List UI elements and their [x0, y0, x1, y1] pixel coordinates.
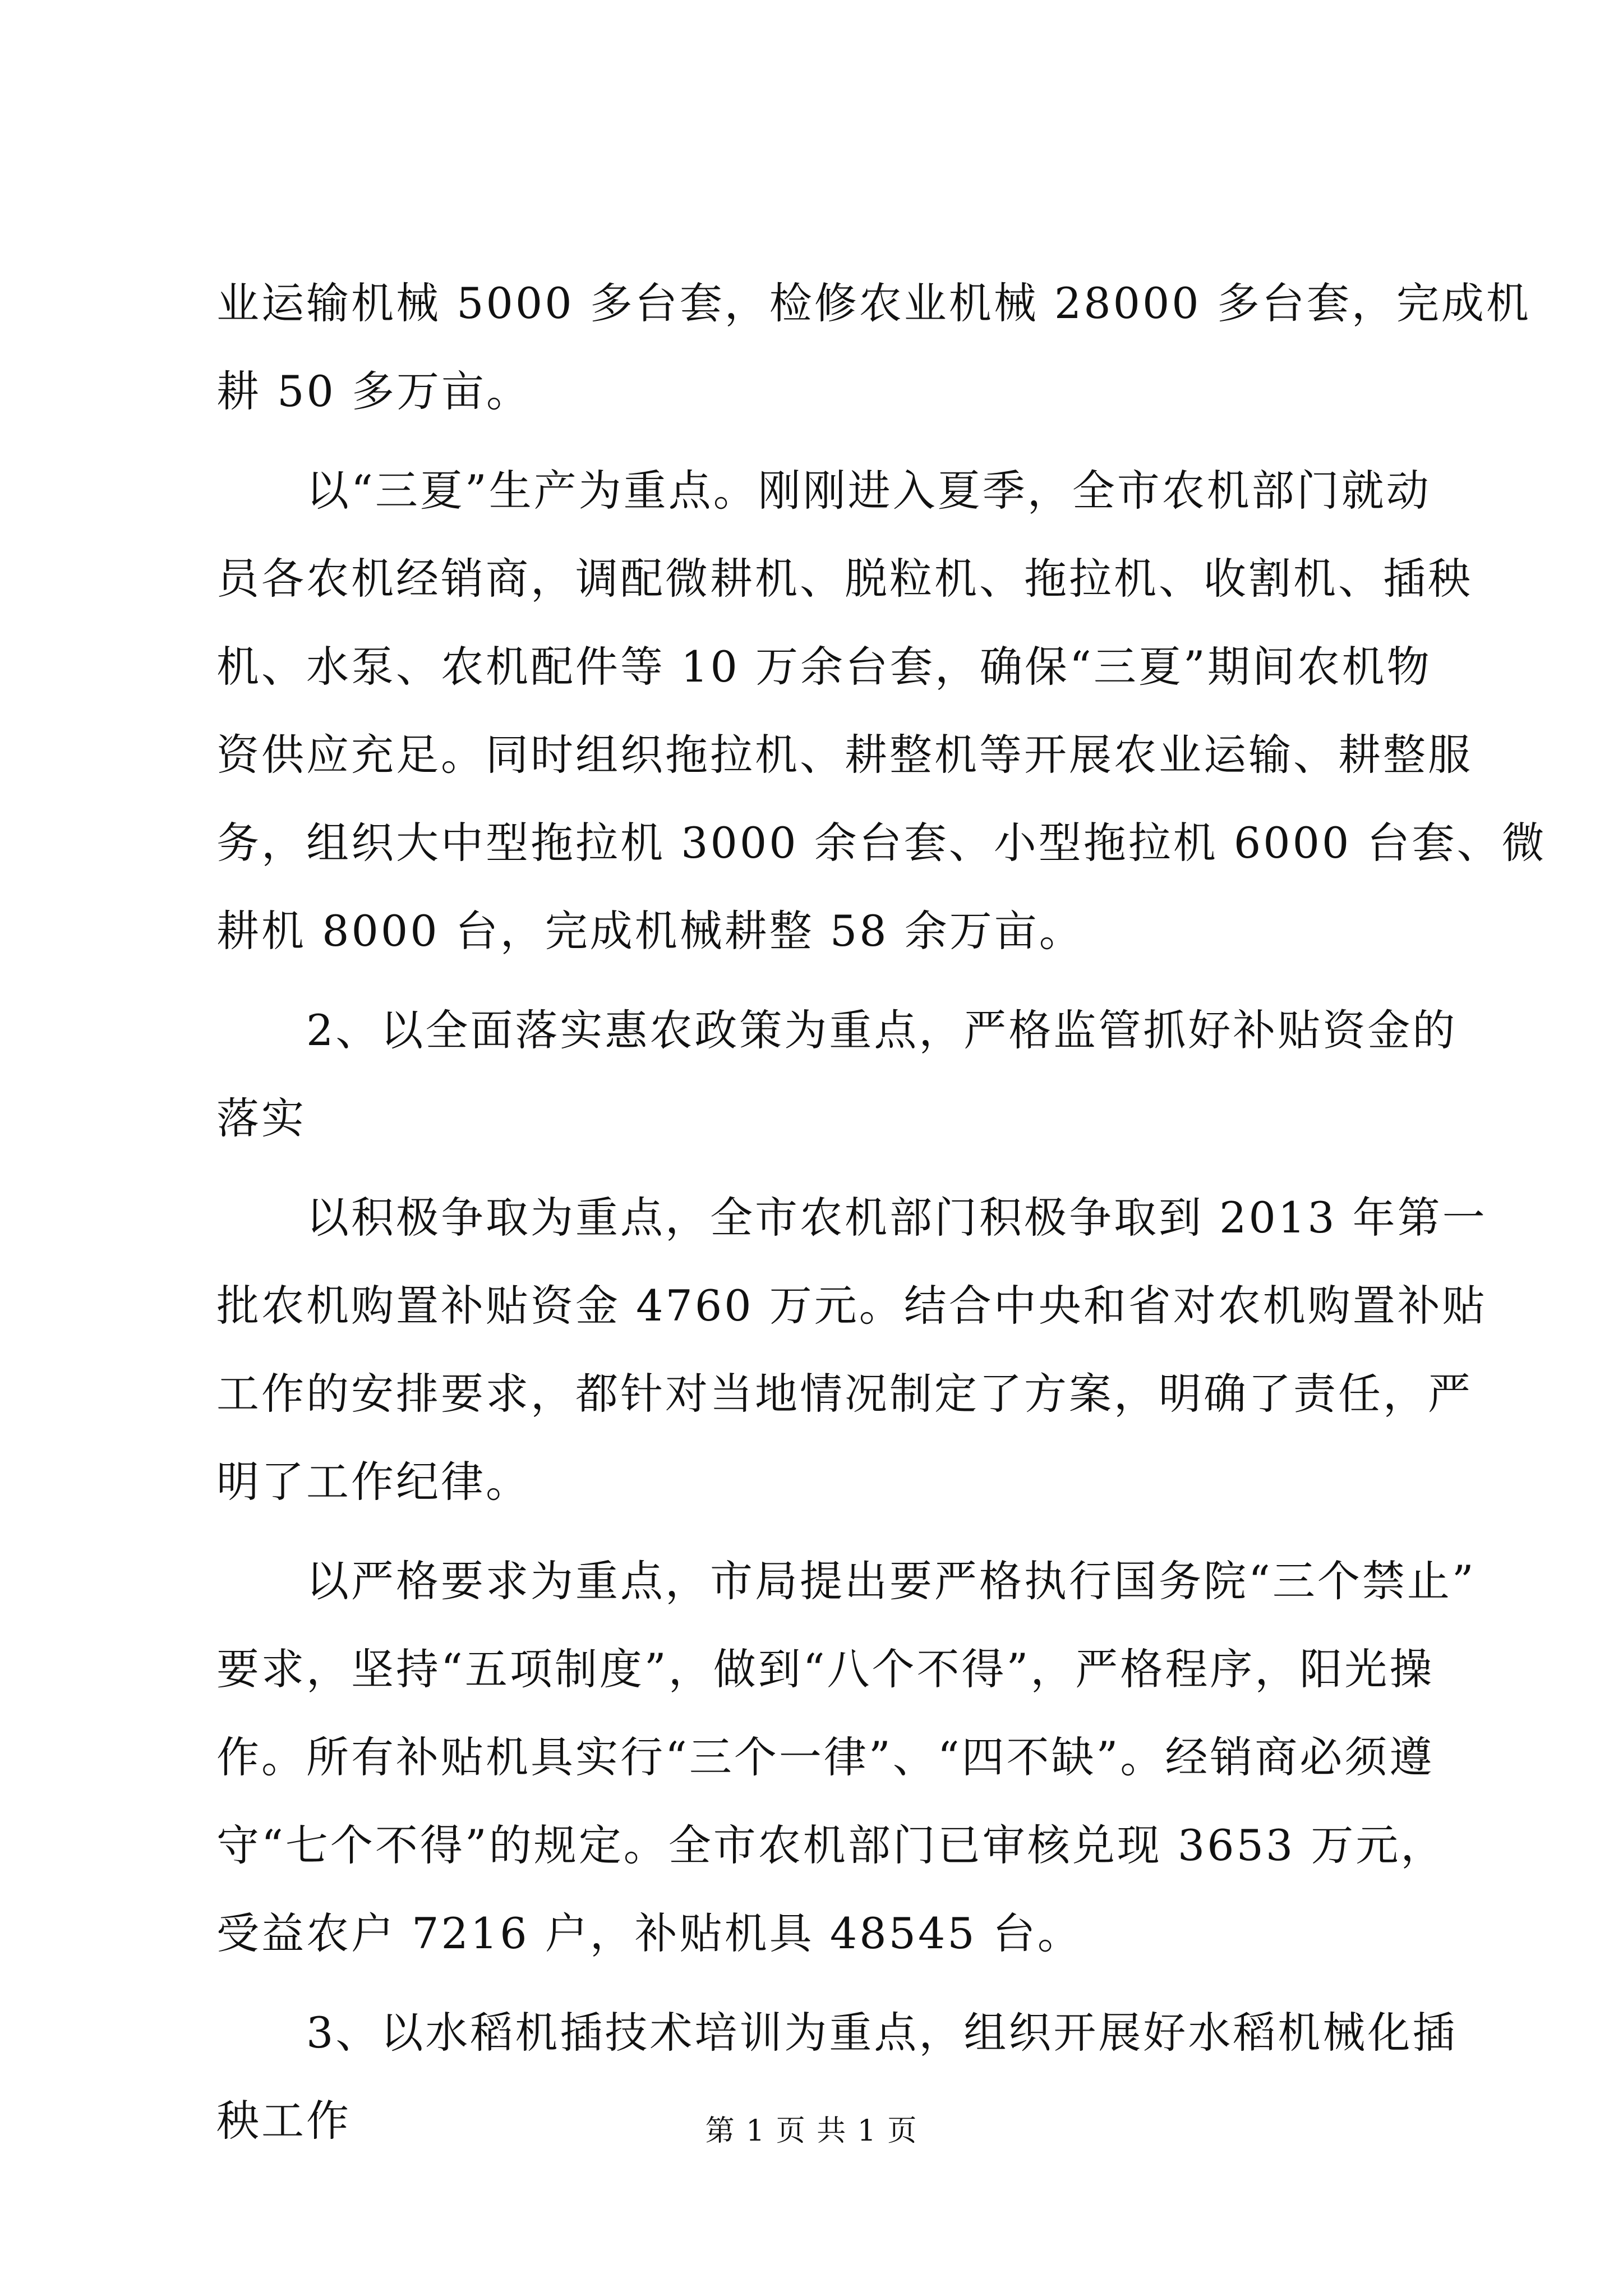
text-line: 业运输机械 5000 多台套，检修农业机械 28000 多台套，完成机	[216, 278, 1531, 328]
paragraph-gap	[216, 1526, 1422, 1537]
text-line: 以严格要求为重点，市局提出要严格执行国务院“三个禁止”	[216, 1556, 1476, 1606]
text-line: 机、水泵、农机配件等 10 万余台套，确保“三夏”期间农机物	[216, 642, 1432, 692]
text-line: 耕机 8000 台，完成机械耕整 58 余万亩。	[216, 906, 1084, 956]
text-line: 守“七个不得”的规定。全市农机部门已审核兑现 3653 万元，	[216, 1820, 1446, 1870]
section-heading-line: 秧工作	[216, 2096, 351, 2146]
text-line: 受益农户 7216 户，补贴机具 48545 台。	[216, 1908, 1082, 1958]
page-number-label: 第 1 页 共 1 页	[705, 2114, 918, 2148]
text-line: 要求，坚持“五项制度”，做到“八个不得”，严格程序，阳光操	[216, 1644, 1435, 1694]
document-body	[216, 259, 1547, 2165]
paragraph-gap	[216, 1977, 1422, 1989]
text-line: 以“三夏”生产为重点。刚刚进入夏季，全市农机部门就动	[216, 466, 1431, 516]
text-line: 明了工作纪律。	[216, 1457, 531, 1507]
section-heading-line: 3、以水稻机插技术培训为重点，组织开展好水稻机械化插	[216, 2008, 1458, 2058]
text-line: 以积极争取为重点，全市农机部门积极争取到 2013 年第一	[216, 1193, 1487, 1243]
text-line: 资供应充足。同时组织拖拉机、耕整机等开展农业运输、耕整服	[216, 730, 1473, 780]
page-footer	[0, 2111, 1623, 2151]
text-line: 工作的安排要求，都针对当地情况制定了方案，明确了责任，严	[216, 1369, 1473, 1419]
section-heading-line: 落实	[216, 1093, 306, 1143]
text-line: 耕 50 多万亩。	[216, 366, 532, 416]
paragraph-gap	[216, 435, 1422, 447]
section-heading-line: 2、以全面落实惠农政策为重点，严格监管抓好补贴资金的	[216, 1005, 1458, 1055]
text-line: 员各农机经销商，调配微耕机、脱粒机、拖拉机、收割机、插秧	[216, 554, 1473, 604]
paragraph-gap	[216, 1162, 1422, 1174]
text-line: 作。所有补贴机具实行“三个一律”、“四不缺”。经销商必须遵	[216, 1732, 1435, 1782]
text-line: 务，组织大中型拖拉机 3000 余台套、小型拖拉机 6000 台套、微	[216, 818, 1547, 868]
text-line: 批农机购置补贴资金 4760 万元。结合中央和省对农机购置补贴	[216, 1281, 1487, 1331]
paragraph-gap	[216, 975, 1422, 986]
